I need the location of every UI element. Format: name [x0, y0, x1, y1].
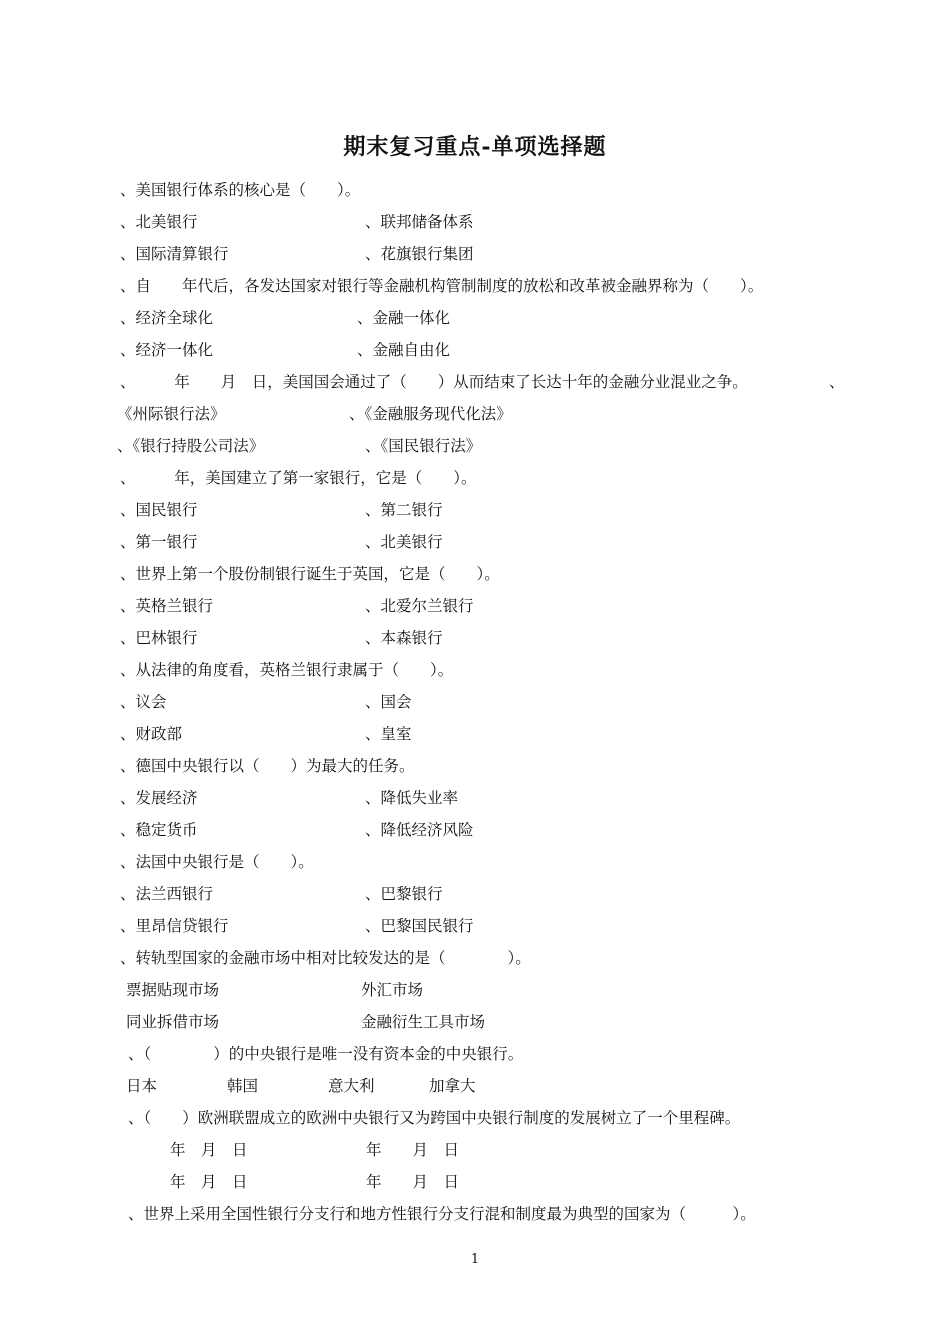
option-b: 、国会 [365, 693, 412, 711]
option-d: 年 月 日 [366, 1173, 460, 1191]
option-d: 加拿大 [429, 1077, 476, 1095]
question-stem: 、 年，美国建立了第一家银行，它是（ ）。 [120, 469, 477, 487]
option-c: 同业拆借市场 [126, 1013, 220, 1031]
option-d: 、降低经济风险 [365, 821, 474, 839]
option-d: 、皇室 [365, 725, 412, 743]
option-a: 票据贴现市场 [126, 981, 220, 999]
option-b: 、北爱尔兰银行 [365, 597, 474, 615]
page-number: 1 [470, 1252, 480, 1267]
question-stem: 、世界上采用全国性银行分支行和地方性银行分支行混和制度最为典型的国家为（ ）。 [128, 1205, 756, 1223]
option-d: 、本森银行 [365, 629, 443, 647]
question-stem: 、美国银行体系的核心是（ ）。 [120, 181, 361, 199]
option-a: 、英格兰银行 [120, 597, 214, 615]
option-c: 、《银行持股公司法》 [117, 437, 265, 455]
page-title: 期末复习重点-单项选择题 [343, 134, 607, 160]
option-d: 、《国民银行法》 [365, 437, 482, 455]
option-a: 日本 [126, 1077, 158, 1095]
option-c: 、巴林银行 [120, 629, 198, 647]
option-d: 、花旗银行集团 [365, 245, 474, 263]
question-stem: 、（ ）欧洲联盟成立的欧洲中央银行又为跨国中央银行制度的发展树立了一个里程碑。 [128, 1109, 741, 1127]
option-b: 外汇市场 [361, 981, 424, 999]
question-stem: 、自 年代后，各发达国家对银行等金融机构管制制度的放松和改革被金融界称为（ ）。 [120, 277, 764, 295]
option-a: 、国民银行 [120, 501, 198, 519]
option-b: 、第二银行 [365, 501, 443, 519]
option-a: 《州际银行法》 [117, 405, 226, 423]
question-stem: 、德国中央银行以（ ）为最大的任务。 [120, 757, 415, 775]
option-b: 、巴黎银行 [365, 885, 443, 903]
option-a: 、北美银行 [120, 213, 198, 231]
option-a: 年 月 日 [170, 1141, 248, 1159]
option-d: 金融衍生工具市场 [361, 1013, 486, 1031]
option-b: 、降低失业率 [365, 789, 459, 807]
question-stem: 、 年 月 日，美国国会通过了（ ）从而结束了长达十年的金融分业混业之争。 [120, 373, 748, 391]
option-c: 意大利 [328, 1077, 375, 1095]
option-b: 年 月 日 [366, 1141, 460, 1159]
option-d: 、巴黎国民银行 [365, 917, 474, 935]
option-c: 、里昂信贷银行 [120, 917, 229, 935]
option-c: 、第一银行 [120, 533, 198, 551]
option-b: 、《金融服务现代化法》 [349, 405, 512, 423]
question-stem: 、法国中央银行是（ ）。 [120, 853, 314, 871]
question-stem-tail: 、 [829, 373, 845, 391]
option-a: 、议会 [120, 693, 167, 711]
question-stem: 、转轨型国家的金融市场中相对比较发达的是（ ）。 [120, 949, 531, 967]
option-c: 、国际清算银行 [120, 245, 229, 263]
option-c: 年 月 日 [170, 1173, 248, 1191]
option-c: 、财政部 [120, 725, 183, 743]
option-a: 、法兰西银行 [120, 885, 214, 903]
option-d: 、北美银行 [365, 533, 443, 551]
option-c: 、经济一体化 [120, 341, 214, 359]
option-a: 、经济全球化 [120, 309, 214, 327]
option-b: 、联邦储备体系 [365, 213, 474, 231]
question-stem: 、（ ）的中央银行是唯一没有资本金的中央银行。 [128, 1045, 524, 1063]
question-stem: 、世界上第一个股份制银行诞生于英国，它是（ ）。 [120, 565, 500, 583]
option-c: 、稳定货币 [120, 821, 198, 839]
option-b: 韩国 [227, 1077, 259, 1095]
question-stem: 、从法律的角度看，英格兰银行隶属于（ ）。 [120, 661, 454, 679]
option-b: 、金融一体化 [357, 309, 451, 327]
option-a: 、发展经济 [120, 789, 198, 807]
option-d: 、金融自由化 [357, 341, 451, 359]
